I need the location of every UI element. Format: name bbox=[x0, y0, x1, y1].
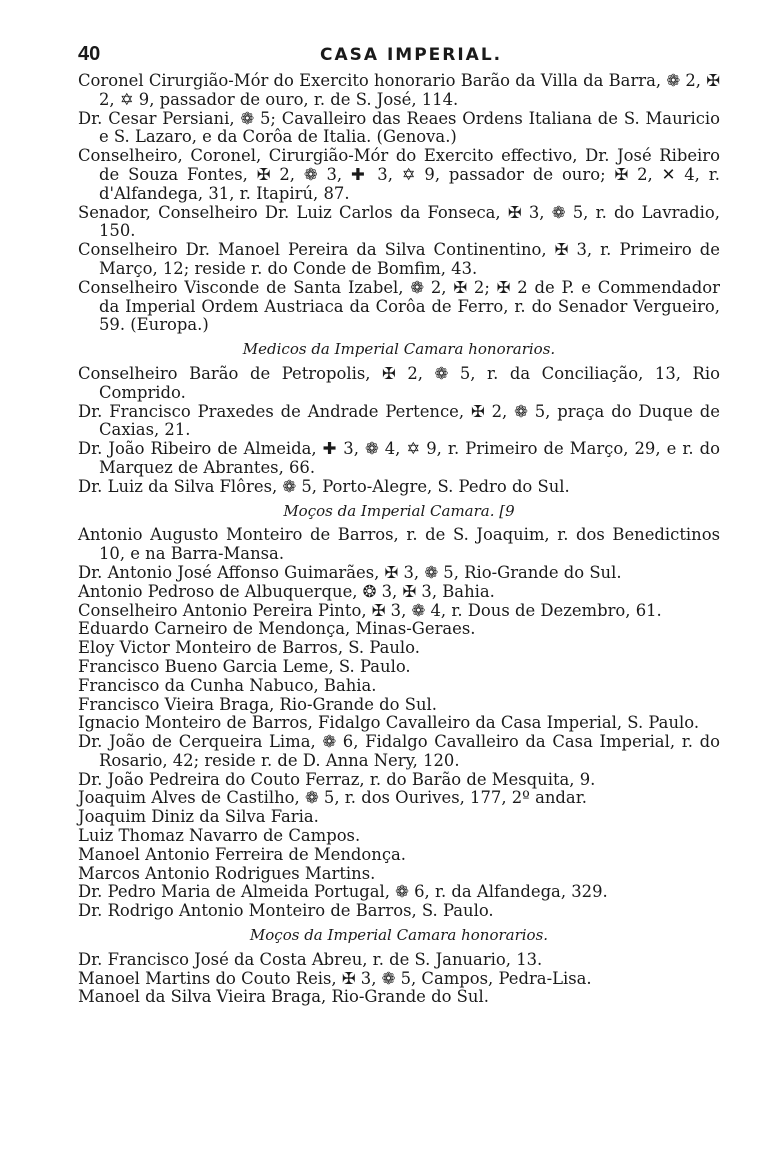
section-heading: Moços da Imperial Camara honorarios. bbox=[249, 926, 549, 945]
section-mocos bbox=[78, 502, 720, 922]
list-item: Dr. Luiz da Silva Flôres, ❁ 5, Porto-Alegre, S. Pedro do Sul. bbox=[78, 476, 570, 496]
list-item: Dr. Francisco Praxedes de Andrade Pertence, ✠ 2, ❁ 5, praça do Duque de Caxias, 21. bbox=[78, 401, 720, 440]
list-item: Manoel Antonio Ferreira de Mendonça. bbox=[78, 844, 406, 864]
list-item: Eloy Victor Monteiro de Barros, S. Paulo. bbox=[78, 638, 420, 658]
list-item: Conselheiro Antonio Pereira Pinto, ✠ 3, ❁ 4, r. Dous de Dezembro, 61. bbox=[78, 600, 662, 620]
list-item: Senador, Conselheiro Dr. Luiz Carlos da Fonseca, ✠ 3, ❁ 5, r. do Lavradio, 150. bbox=[78, 202, 720, 241]
list-item: Dr. Antonio José Affonso Guimarães, ✠ 3, ❁ 5, Rio-Grande do Sul. bbox=[78, 562, 622, 582]
list-item: Joaquim Alves de Castilho, ❁ 5, r. dos Ourives, 177, 2º andar. bbox=[78, 788, 587, 808]
section-heading: Moços da Imperial Camara. [9 bbox=[283, 501, 515, 520]
list-item: Marcos Antonio Rodrigues Martins. bbox=[78, 863, 376, 883]
running-title: CASA IMPERIAL. bbox=[320, 45, 503, 65]
list-item: Dr. João de Cerqueira Lima, ❁ 6, Fidalgo Cavalleiro da Casa Imperial, r. do Rosario, 42; reside r. de D. Anna Nery, 120. bbox=[78, 732, 720, 770]
list-item: Eduardo Carneiro de Mendonça, Minas-Geraes. bbox=[78, 619, 476, 639]
section-mocos-honorarios bbox=[78, 926, 720, 1007]
list-item: Conselheiro, Coronel, Cirurgião-Mór do Exercito effectivo, Dr. José Ribeiro de Souza Fontes, ✠ 2, ❁ 3, ✚ 3, ✡ 9, passador de ouro; ✠ 2, ✕ 4, r. d'Alfandega, 31, r. Itapirú, 87. bbox=[78, 146, 720, 203]
list-item: Manoel da Silva Vieira Braga, Rio-Grande do Sul. bbox=[78, 987, 489, 1007]
list-item: Joaquim Diniz da Silva Faria. bbox=[78, 807, 319, 827]
list-item: Conselheiro Dr. Manoel Pereira da Silva Continentino, ✠ 3, r. Primeiro de Março, 12; reside r. do Conde de Bomfim, 43. bbox=[78, 240, 720, 278]
list-item: Luiz Thomaz Navarro de Campos. bbox=[78, 826, 361, 846]
list-item: Francisco Vieira Braga, Rio-Grande do Sul. bbox=[78, 694, 437, 714]
list-item: Conselheiro Visconde de Santa Izabel, ❁ 2, ✠ 2; ✠ 2 de P. e Commendador da Imperial Ordem Austriaca da Corôa de Ferro, r. do Senador Vergueiro, 59. (Europa.) bbox=[78, 277, 720, 335]
list-item: Dr. Pedro Maria de Almeida Portugal, ❁ 6, r. da Alfandega, 329. bbox=[78, 882, 608, 902]
list-item: Dr. João Pedreira do Couto Ferraz, r. do Barão de Mesquita, 9. bbox=[78, 769, 596, 789]
list-item: Dr. João Ribeiro de Almeida, ✚ 3, ❁ 4, ✡ 9, r. Primeiro de Março, 29, e r. do Marquez de Abrantes, 66. bbox=[78, 439, 720, 477]
section-heading: Medicos da Imperial Camara honorarios. bbox=[242, 340, 556, 359]
list-item: Dr. Rodrigo Antonio Monteiro de Barros, S. Paulo. bbox=[78, 901, 494, 921]
page-header bbox=[78, 43, 718, 67]
list-item: Dr. Francisco José da Costa Abreu, r. de S. Januario, 13. bbox=[78, 949, 543, 969]
list-item: Francisco da Cunha Nabuco, Bahia. bbox=[78, 675, 377, 695]
page-number: 40 bbox=[78, 43, 101, 65]
section-medicos-honorarios bbox=[78, 340, 720, 496]
section-officers bbox=[78, 72, 720, 335]
list-item: Francisco Bueno Garcia Leme, S. Paulo. bbox=[78, 656, 411, 676]
list-item: Manoel Martins do Couto Reis, ✠ 3, ❁ 5, Campos, Pedra-Lisa. bbox=[78, 968, 592, 988]
page-content bbox=[78, 72, 720, 1007]
list-item: Dr. Cesar Persiani, ❁ 5; Cavalleiro das Reaes Ordens Italiana de S. Mauricio e S. Lazaro, e da Corôa de Italia. (Genova.) bbox=[78, 108, 720, 147]
list-item: Antonio Pedroso de Albuquerque, ❂ 3, ✠ 3, Bahia. bbox=[78, 581, 495, 601]
list-item: Ignacio Monteiro de Barros, Fidalgo Cavalleiro da Casa Imperial, S. Paulo. bbox=[78, 713, 700, 733]
list-item: Coronel Cirurgião-Mór do Exercito honorario Barão da Villa da Barra, ❁ 2, ✠ 2, ✡ 9, passador de ouro, r. de S. José, 114. bbox=[78, 71, 720, 109]
list-item: Conselheiro Barão de Petropolis, ✠ 2, ❁ 5, r. da Conciliação, 13, Rio Comprido. bbox=[78, 363, 720, 402]
list-item: Antonio Augusto Monteiro de Barros, r. de S. Joaquim, r. dos Benedictinos 10, e na Barra-Mansa. bbox=[78, 525, 720, 564]
